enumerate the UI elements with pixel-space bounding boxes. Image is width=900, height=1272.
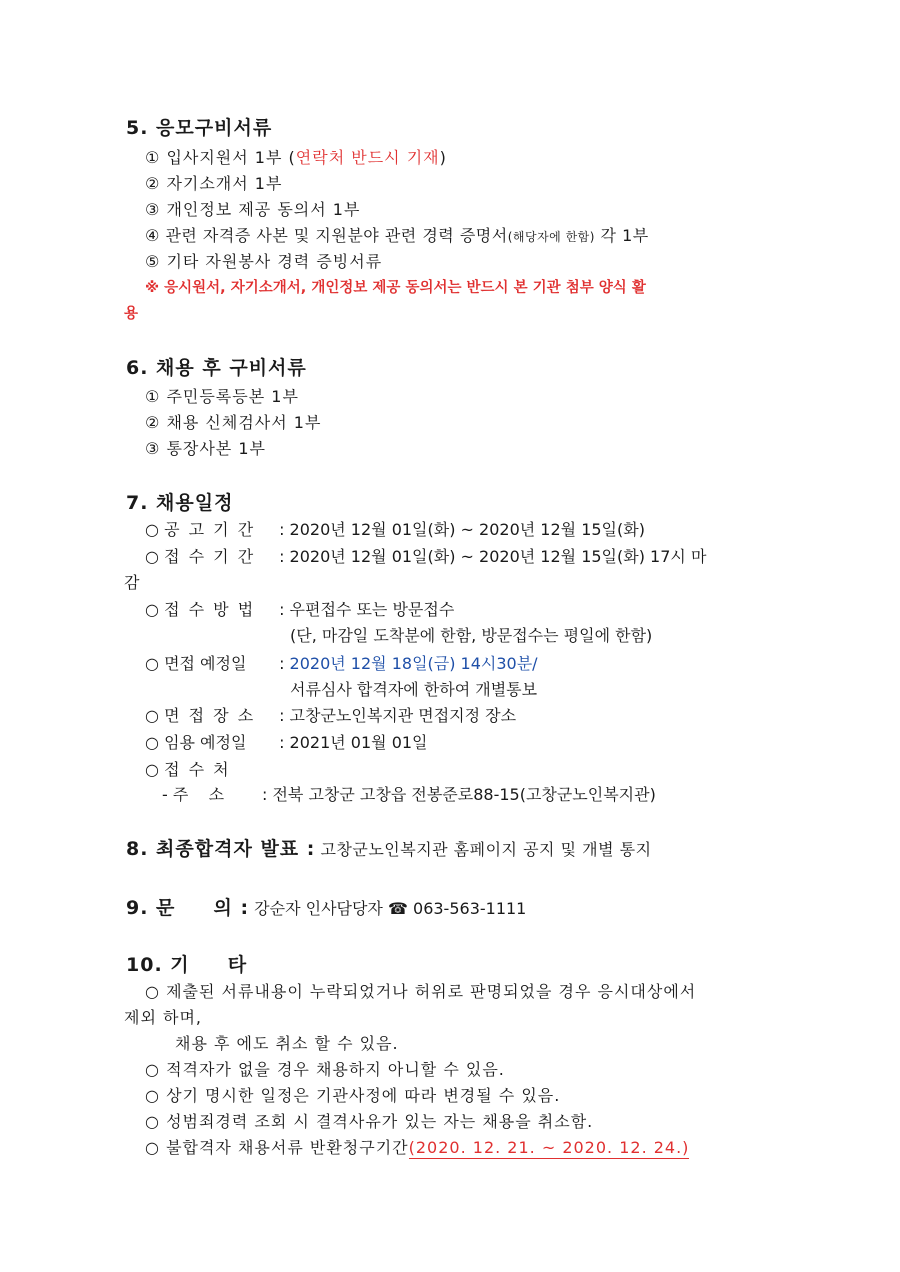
circle-bullet-icon: ○ [145, 520, 159, 539]
circle-bullet-icon: ○ [145, 654, 159, 673]
s10-item-2: ○ 적격자가 없을 경우 채용하지 아니할 수 있음. [145, 1060, 505, 1079]
section-8-title: 8. 최종합격자 발표 : [126, 838, 316, 860]
s10-item-1-cont2: 채용 후 에도 취소 할 수 있음. [175, 1034, 399, 1053]
circle-bullet-icon: ○ [145, 1112, 160, 1131]
section-10-title: 10. 기 타 [126, 954, 248, 976]
phone-icon: ☎ [387, 899, 408, 918]
circle-bullet-icon: ○ [145, 600, 159, 619]
circle-bullet-icon: ○ [145, 547, 159, 566]
circle-bullet-icon: ○ [145, 1086, 160, 1105]
s10-item-1-cont: 제외 하며, [124, 1008, 202, 1027]
section-6-title: 6. 채용 후 구비서류 [126, 357, 307, 379]
s5-note-cont: 용 [124, 306, 139, 322]
section-8: 8. 최종합격자 발표 : 고창군노인복지관 홈페이지 공지 및 개별 통지 [126, 838, 652, 860]
s10-item-5: ○ 불합격자 채용서류 반환청구기간(2020. 12. 21. ~ 2020. 12. 24.) [145, 1138, 690, 1157]
s10-item-1: ○ 제출된 서류내용이 누락되었거나 허위로 판명되었을 경우 응시대상에서 [145, 982, 697, 1001]
s5-item-3: ③ 개인정보 제공 동의서 1부 [145, 200, 361, 219]
s6-item-2: ② 채용 신체검사서 1부 [145, 413, 322, 432]
s7-receipt-cont: 감 [124, 573, 140, 592]
s7-method: ○ 접 수 방 법 : 우편접수 또는 방문접수 [145, 600, 455, 619]
circle-bullet-icon: ○ [145, 1060, 160, 1079]
s7-appoint: ○ 임용 예정일 : 2021년 01월 01일 [145, 733, 428, 752]
s5-item-2: ② 자기소개서 1부 [145, 174, 283, 193]
section-7-title: 7. 채용일정 [126, 492, 234, 514]
s7-address: - 주 소 : 전북 고창군 고창읍 전봉준로88-15(고창군노인복지관) [162, 785, 656, 804]
s10-item-3: ○ 상기 명시한 일정은 기관사정에 따라 변경될 수 있음. [145, 1086, 561, 1105]
s5-item-5: ⑤ 기타 자원봉사 경력 증빙서류 [145, 252, 383, 271]
circle-bullet-icon: ○ [145, 982, 160, 1001]
section-9-title: 9. 문 의 : [126, 897, 250, 919]
s7-office: ○ 접 수 처 [145, 760, 231, 779]
s5-item-4: ④ 관련 자격증 사본 및 지원분야 관련 경력 증명서(해당자에 한함) 각 1부 [145, 226, 649, 245]
section-5-title: 5. 응모구비서류 [126, 117, 273, 139]
circle-bullet-icon: ○ [145, 1138, 160, 1157]
s7-receipt: ○ 접 수 기 간 : 2020년 12월 01일(화) ~ 2020년 12월 15일(화) 17시 마 [145, 547, 707, 566]
s6-item-1: ① 주민등록등본 1부 [145, 387, 299, 406]
s7-interview: ○ 면접 예정일 : 2020년 12월 18일(금) 14시30분/ [145, 654, 538, 673]
s7-method-note: (단, 마감일 도착분에 한함, 방문접수는 평일에 한함) [290, 626, 653, 645]
circle-bullet-icon: ○ [145, 706, 159, 725]
s7-interview-note: 서류심사 합격자에 한하여 개별통보 [290, 680, 538, 699]
s7-place: ○ 면 접 장 소 : 고창군노인복지관 면접지정 장소 [145, 706, 517, 725]
s7-period: ○ 공 고 기 간 : 2020년 12월 01일(화) ~ 2020년 12월 15일(화) [145, 520, 645, 539]
section-9: 9. 문 의 : 강순자 인사담당자 ☎ 063-563-1111 [126, 897, 527, 919]
s10-item-4: ○ 성범죄경력 조회 시 결격사유가 있는 자는 채용을 취소함. [145, 1112, 594, 1131]
circle-bullet-icon: ○ [145, 733, 159, 752]
s5-note: ※ 응시원서, 자기소개서, 개인정보 제공 동의서는 반드시 본 기관 첨부 양식 활 [145, 280, 646, 296]
s6-item-3: ③ 통장사본 1부 [145, 439, 266, 458]
s5-item-1: ① 입사지원서 1부 (연락처 반드시 기재) [145, 148, 447, 167]
circle-bullet-icon: ○ [145, 760, 159, 779]
